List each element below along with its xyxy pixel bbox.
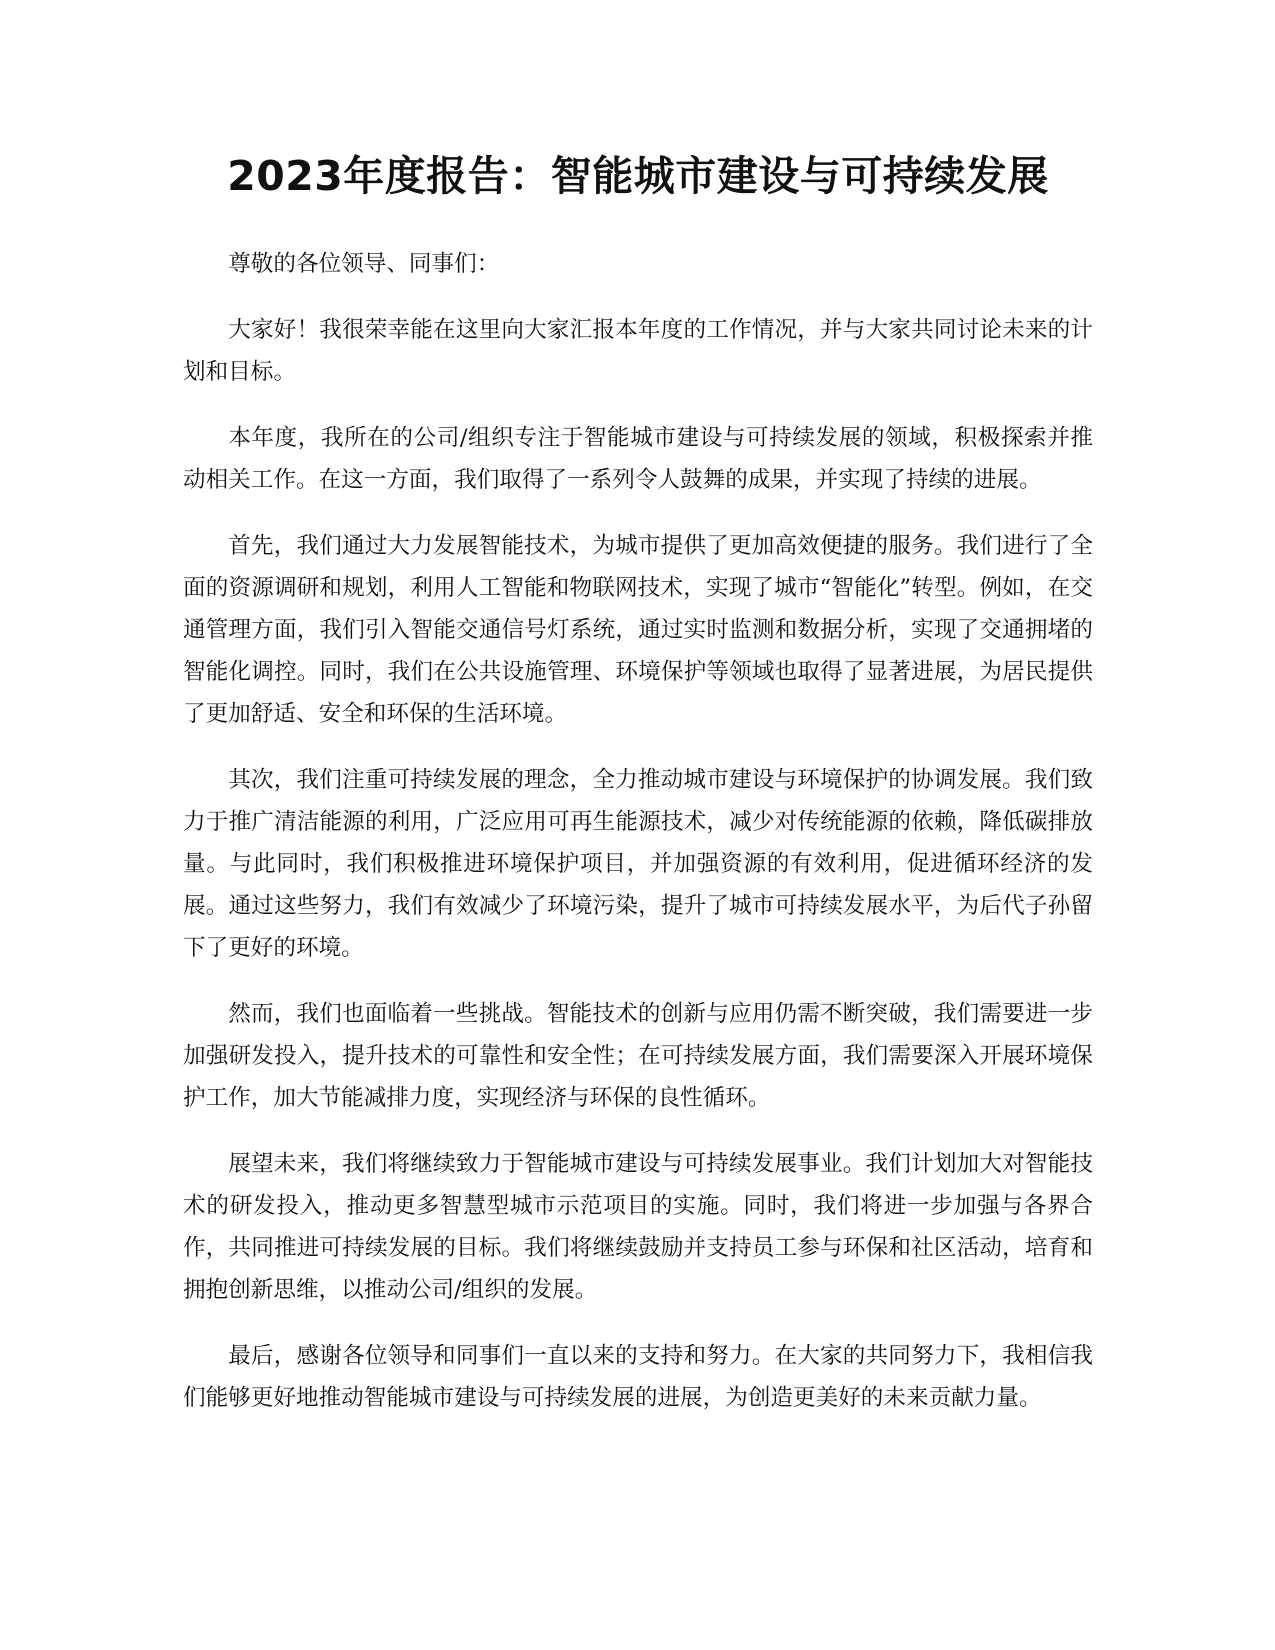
paragraph-sustainability: 其次，我们注重可持续发展的理念，全力推动城市建设与环境保护的协调发展。我们致力于推广清洁能源的利用，广泛应用可再生能源技术，减少对传统能源的依赖，降低碳排放量。与此同时，我们积极推进环境保护项目，并加强资源的有效利用，促进循环经济的发展。通过这些努力，我们有效减少了环境污染，提升了城市可持续发展水平，为后代子孙留下了更好的环境。 (183, 767, 1093, 961)
paragraph-salutation: 尊敬的各位领导、同事们： (228, 251, 500, 277)
paragraph-outlook: 展望未来，我们将继续致力于智能城市建设与可持续发展事业。我们计划加大对智能技术的研发投入，推动更多智慧型城市示范项目的实施。同时，我们将进一步加强与各界合作，共同推进可持续发展的目标。我们将继续鼓励并支持员工参与环保和社区活动，培育和拥抱创新思维，以推动公司/组织的发展。 (183, 1151, 1093, 1303)
paragraph-smart-technology: 首先，我们通过大力发展智能技术，为城市提供了更加高效便捷的服务。我们进行了全面的资源调研和规划，利用人工智能和物联网技术，实现了城市“智能化”转型。例如，在交通管理方面，我们引入智能交通信号灯系统，通过实时监测和数据分析，实现了交通拥堵的智能化调控。同时，我们在公共设施管理、环境保护等领域也取得了显著进展，为居民提供了更加舒适、安全和环保的生活环境。 (183, 533, 1093, 727)
paragraph-closing: 最后，感谢各位领导和同事们一直以来的支持和努力。在大家的共同努力下，我相信我们能够更好地推动智能城市建设与可持续发展的进展，为创造更美好的未来贡献力量。 (183, 1343, 1093, 1411)
document-body (183, 243, 1093, 1443)
document-title: 2023年度报告：智能城市建设与可持续发展 (227, 152, 1049, 200)
paragraph-greeting: 大家好！我很荣幸能在这里向大家汇报本年度的工作情况，并与大家共同讨论未来的计划和目标。 (183, 317, 1093, 385)
paragraph-challenges: 然而，我们也面临着一些挑战。智能技术的创新与应用仍需不断突破，我们需要进一步加强研发投入，提升技术的可靠性和安全性；在可持续发展方面，我们需要深入开展环境保护工作，加大节能减排力度，实现经济与环保的良性循环。 (183, 1001, 1093, 1111)
paragraph-overview: 本年度，我所在的公司/组织专注于智能城市建设与可持续发展的领域，积极探索并推动相关工作。在这一方面，我们取得了一系列令人鼓舞的成果，并实现了持续的进展。 (183, 425, 1093, 493)
